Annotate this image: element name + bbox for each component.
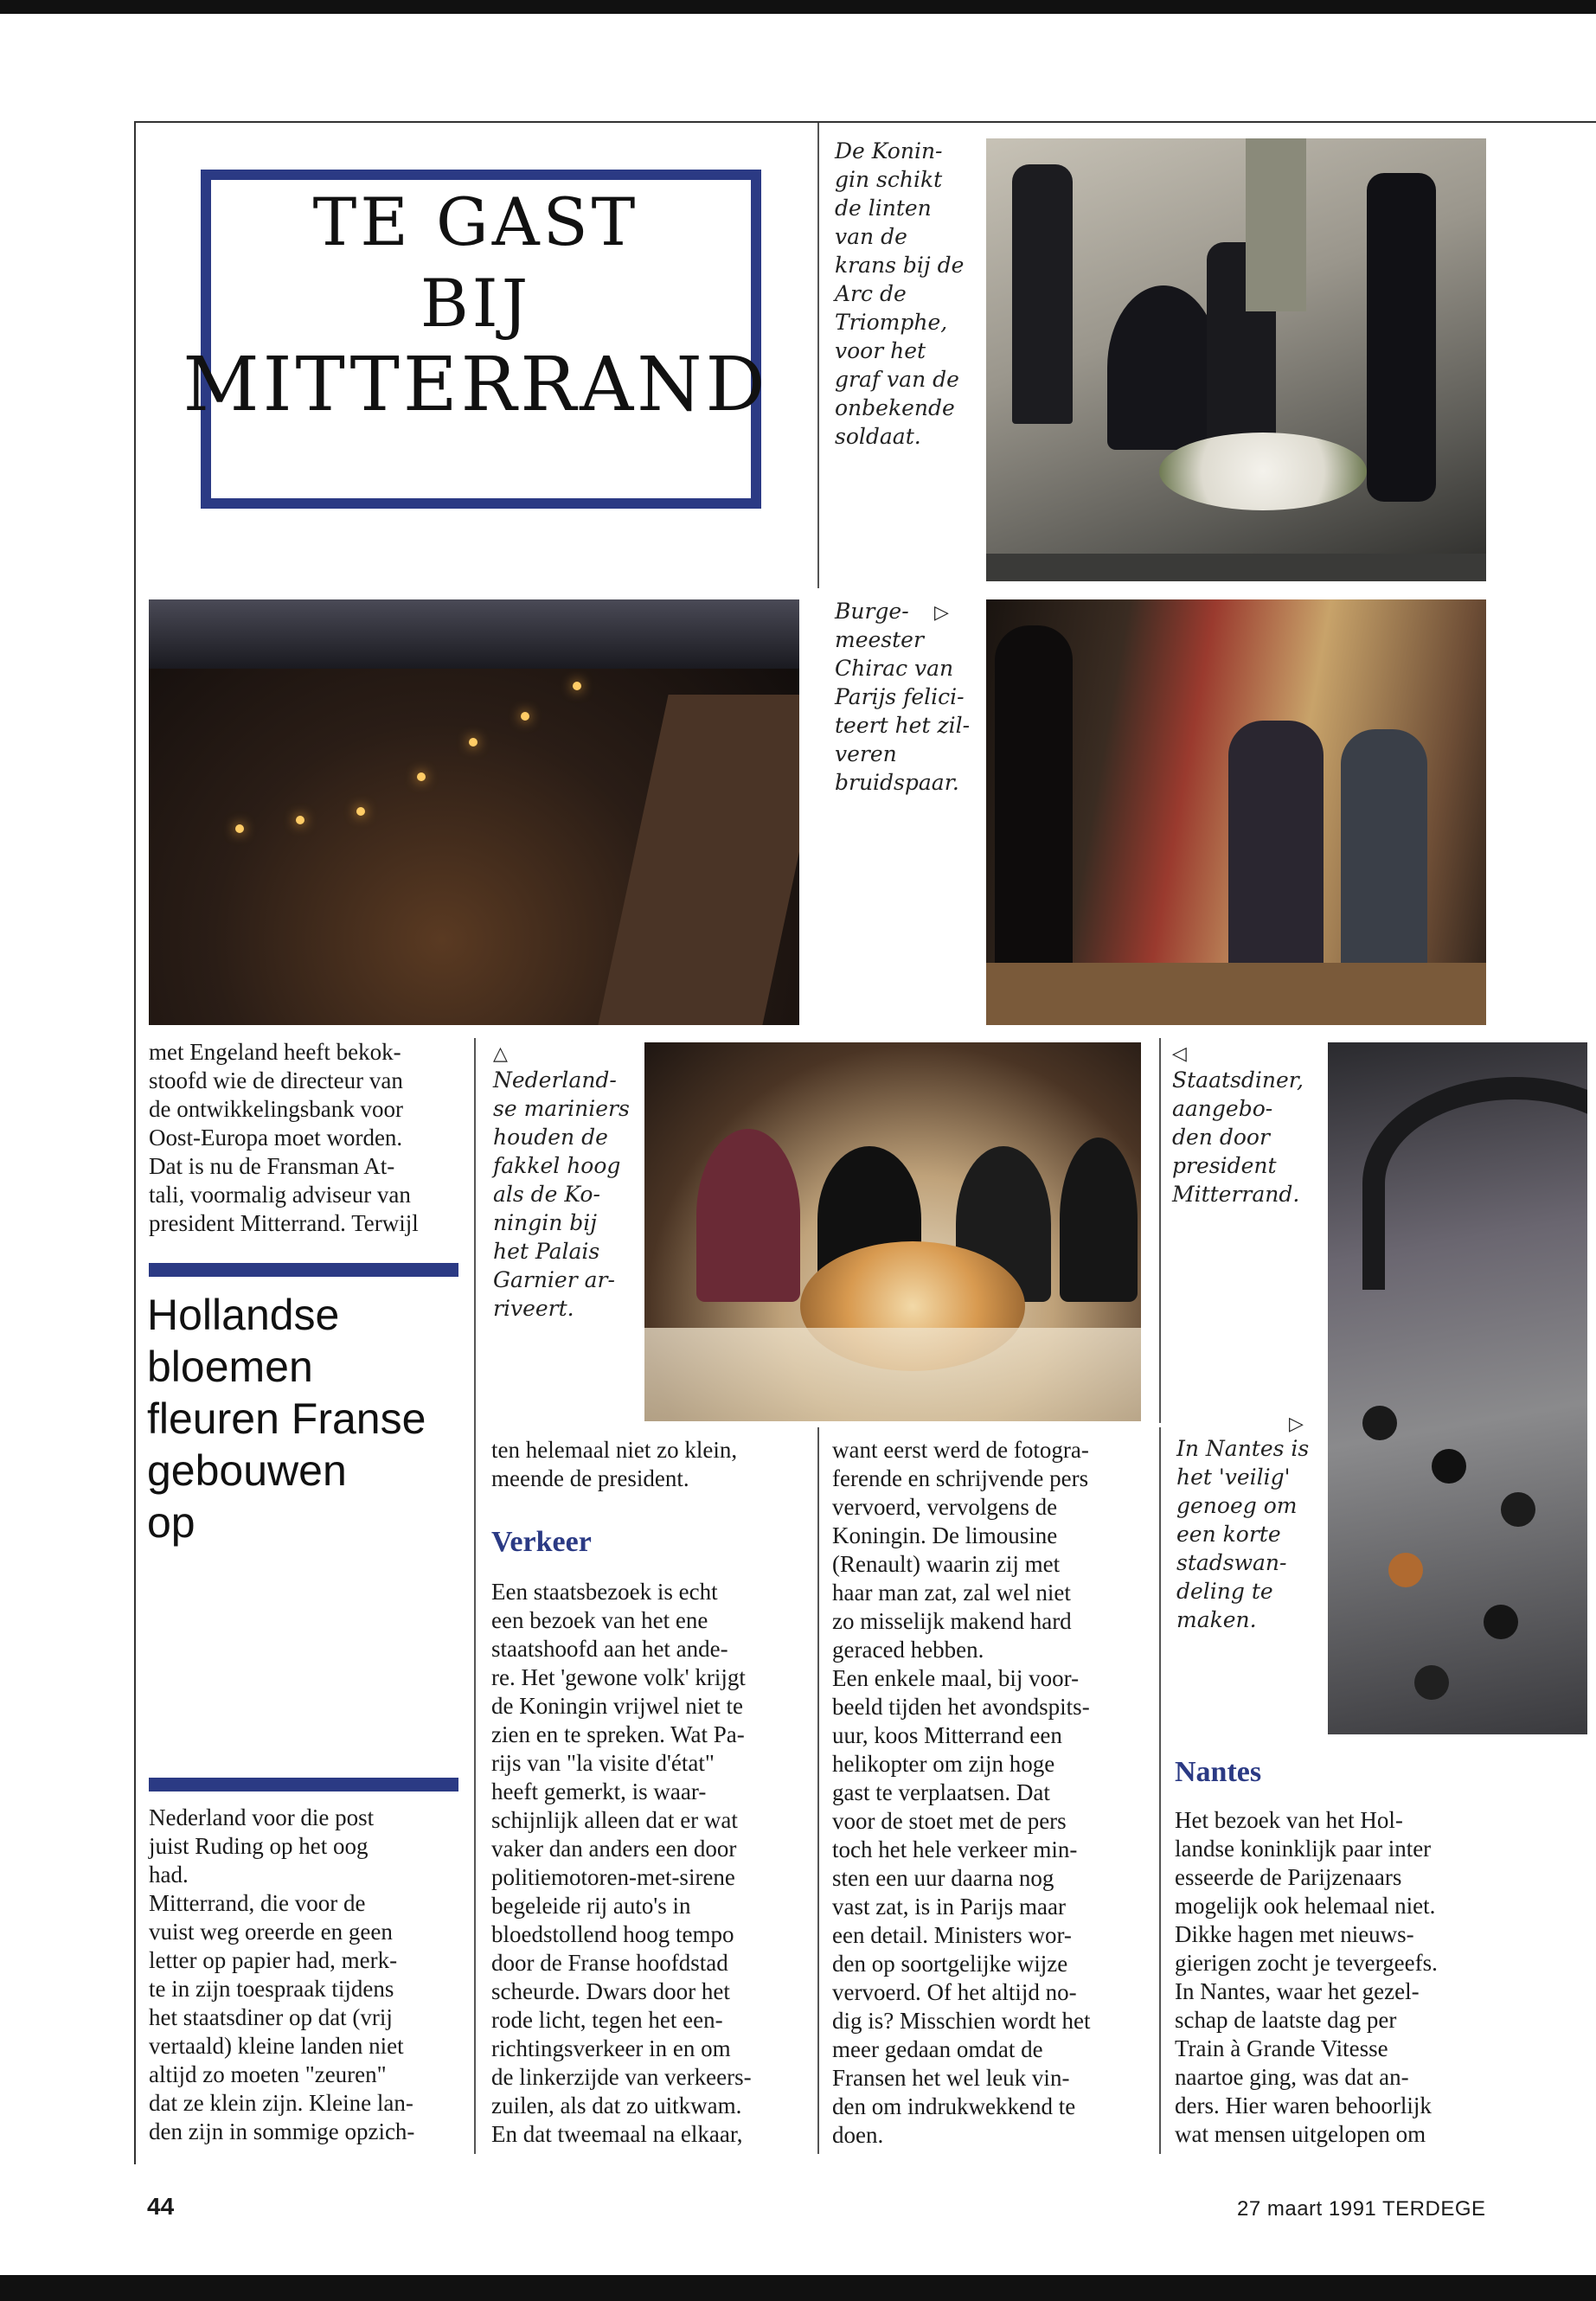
section-heading-nantes: Nantes: [1175, 1756, 1262, 1788]
title-line-1: TE GAST: [312, 183, 639, 260]
column-rule: [1159, 1427, 1161, 2154]
caption-wreath: De Konin- gin schikt de linten van de krans bij de Arc de Triomphe, voor het graf van de onbekende soldaat.: [835, 138, 965, 449]
scan-edge-bottom: [0, 2275, 1596, 2301]
publication-info: 27 maart 1991 TERDEGE: [1237, 2197, 1486, 2221]
caption-mariniers: Nederland- se mariniers houden de fakkel hoog als de Ko- ningin bij het Palais Garnier ar- riveert.: [493, 1067, 630, 1321]
pullquote-bar-bottom: [149, 1778, 458, 1791]
section-heading-verkeer: Verkeer: [491, 1526, 592, 1558]
photo-wreath-ceremony: [986, 138, 1486, 581]
column-rule: [817, 1427, 819, 2154]
page-title: [156, 182, 796, 426]
column2-top-text: ten helemaal niet zo klein, meende de president.: [491, 1437, 738, 1491]
caption-staatsdiner: Staatsdiner, aangebo- den door president Mitterrand.: [1172, 1067, 1304, 1207]
photo-chirac-congratulates: [986, 599, 1486, 1025]
arrow-left-icon: ◁: [1172, 1043, 1187, 1065]
arrow-right-icon: ▷: [934, 602, 949, 624]
column-rule: [1159, 1038, 1161, 1423]
title-line-3: MITTERRAND: [183, 342, 769, 428]
title-line-2: BIJ: [420, 265, 532, 342]
column2-body-text: Een staatsbezoek is echt een bezoek van het ene staatshoofd aan het ande- re. Het 'gewone volk' krijgt de Koningin vrijwel niet te zien en te spreken. Wat Pa- rijs van "la visite d'état" heeft gemerkt, is waar- schijnlijk alleen dat er wat vaker dan anders een door politiemotoren-met-sirene begeleide rij auto's in bloedstollend hoog tempo door de Franse hoofdstad scheurde. Dwars door het rode licht, tegen het een- richtingsverkeer in en om de linkerzijde van verkeers- zuilen, als dat zo uitkwam. En dat tweemaal na elkaar,: [491, 1579, 752, 2147]
column1-bottom-text: Nederland voor die post juist Ruding op het oog had. Mitterrand, die voor de vuist weg oreerde en geen letter op papier had, merk- te in zijn toespraak tijdens het staatsdiner op dat (vrij vertaald) kleine landen niet altijd zo moeten "zeuren" dat ze klein zijn. Kleine lan- den zijn in sommige opzich-: [149, 1804, 415, 2144]
caption-chirac: Burge- meester Chirac van Parijs felici- teert het zil- veren bruidspaar.: [835, 599, 971, 795]
arrow-right-icon: ▷: [1289, 1413, 1304, 1435]
scan-edge-top: [0, 0, 1596, 14]
photo-torch-bearers: [149, 599, 799, 1025]
column3-body-text: want eerst werd de fotogra- ferende en schrijvende pers vervoerd, vervolgens de Koningin. De limousine (Renault) waarin zij met haar man zat, zal wel niet zo misselijk makend hard geraced hebben. Een enkele maal, bij voor- beeld tijden het avondspits- uur, koos Mitterrand een helikopter om zijn hoge gast te verplaatsen. Dat voor de stoet met de pers toch het hele verkeer min- sten een uur daarna nog vast zat, is in Parijs maar een detail. Ministers wor- den op soortgelijke wijze vervoerd. Of het altijd no- dig is? Misschien wordt het meer gedaan omdat de Fransen het wel leuk vin- den om indrukwekkend te doen.: [832, 1437, 1091, 2148]
column4-body-text: Het bezoek van het Hol- landse koninklijk paar inter esseerde de Parijzenaars mogelijk ook helemaal niet. Dikke hagen met nieuws- gierigen zocht je tevergeefs. In Nantes, waar het gezel- schap de laatste dag per Train à Grande Vitesse naartoe ging, was dat an- ders. Hier waren behoorlijk wat mensen uitgelopen om: [1175, 1807, 1438, 2147]
caption-nantes: In Nantes is het 'veilig' genoeg om een korte stadswan- deling te maken.: [1176, 1436, 1310, 1632]
column1-top-text: met Engeland heeft bekok- stoofd wie de directeur van de ontwikkelingsbank voor Oost-Europa moet worden. Dat is nu de Fransman At- tali, voormalig adviseur van president Mitterrand. Terwijl: [149, 1039, 419, 1236]
pullquote-bar-top: [149, 1263, 458, 1277]
page-number: 44: [147, 2193, 175, 2220]
column-rule: [817, 123, 819, 588]
photo-nantes-walk: [1328, 1042, 1587, 1734]
arrow-up-icon: △: [493, 1043, 508, 1065]
photo-state-dinner: [644, 1042, 1141, 1421]
column-rule: [474, 1038, 476, 2154]
pullquote: Hollandse bloemen fleuren Franse gebouwen op: [147, 1291, 426, 1547]
